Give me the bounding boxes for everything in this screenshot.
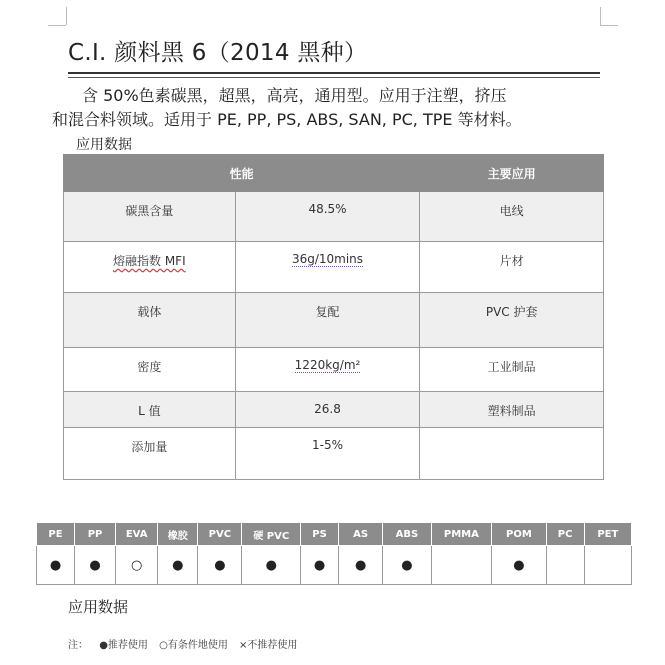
material-header: PVC: [198, 523, 242, 546]
corner-mark-top-left-h: [48, 25, 66, 26]
table-row: [64, 293, 604, 348]
properties-table: [63, 154, 604, 480]
application: PVC 护套: [420, 293, 604, 348]
note-recommended: ●推荐使用: [99, 640, 148, 651]
corner-mark-top-right: [600, 7, 601, 25]
header-main-application: 主要应用: [420, 155, 604, 192]
intro-line-2: 和混合料领域。适用于 PE, PP, PS, ABS, SAN, PC, TPE 等材料。: [52, 110, 522, 129]
material-mark: ○: [116, 546, 158, 585]
property-value: 26.8: [235, 392, 420, 428]
material-mark: ●: [75, 546, 116, 585]
material-header: AS: [339, 523, 383, 546]
property-value: 48.5%: [235, 192, 420, 242]
material-header: PE: [37, 523, 75, 546]
header-performance: 性能: [64, 155, 420, 192]
materials-table: [36, 522, 632, 585]
property-value: 36g/10mins: [235, 242, 420, 293]
material-mark: ●: [242, 546, 301, 585]
material-header: ABS: [383, 523, 431, 546]
document-title: C.I. 颜料黑 6（2014 黑种）: [68, 40, 368, 66]
material-mark: ●: [37, 546, 75, 585]
note-not-recommended: ×不推荐使用: [239, 640, 298, 651]
subheading-top: 应用数据: [76, 137, 132, 153]
table-row: [37, 546, 632, 585]
corner-mark-top-left: [66, 7, 67, 25]
application: 工业制品: [420, 348, 604, 392]
legend-note: [68, 636, 305, 651]
material-header: 硬 PVC: [242, 523, 301, 546]
material-header: EVA: [116, 523, 158, 546]
title-rule-thin: [68, 77, 600, 78]
property-name: 熔融指数 MFI: [64, 242, 236, 293]
material-header: PP: [75, 523, 116, 546]
material-header: PC: [546, 523, 584, 546]
material-mark: ●: [339, 546, 383, 585]
application: 塑料制品: [420, 392, 604, 428]
note-label: 注：: [68, 640, 88, 651]
material-mark: ●: [158, 546, 198, 585]
material-header: PS: [301, 523, 339, 546]
material-header: PET: [584, 523, 631, 546]
material-mark: ●: [301, 546, 339, 585]
material-mark: [431, 546, 492, 585]
material-mark: ●: [492, 546, 546, 585]
intro-paragraph: [52, 84, 612, 132]
intro-line-1: 含 50%色素碳黑，超黑，高亮，通用型。应用于注塑，挤压: [82, 86, 507, 105]
corner-mark-top-right-h: [600, 25, 618, 26]
property-name: 碳黑含量: [64, 192, 236, 242]
title-rule-thick: [68, 72, 600, 74]
material-header: POM: [492, 523, 546, 546]
application: 片材: [420, 242, 604, 293]
material-mark: [584, 546, 631, 585]
application: [420, 428, 604, 480]
table-row: [64, 348, 604, 392]
table-row: [64, 428, 604, 480]
property-value: 1-5%: [235, 428, 420, 480]
table-row: [64, 192, 604, 242]
material-mark: [546, 546, 584, 585]
property-name: L 值: [64, 392, 236, 428]
property-name: 载体: [64, 293, 236, 348]
table-row: [64, 392, 604, 428]
application: 电线: [420, 192, 604, 242]
property-value: 复配: [235, 293, 420, 348]
property-value: 1220kg/m²: [235, 348, 420, 392]
property-name: 添加量: [64, 428, 236, 480]
material-mark: ●: [198, 546, 242, 585]
subheading-bottom: 应用数据: [68, 598, 129, 616]
material-mark: ●: [383, 546, 431, 585]
material-header: PMMA: [431, 523, 492, 546]
table-row: [64, 242, 604, 293]
property-name: 密度: [64, 348, 236, 392]
material-header: 橡胶: [158, 523, 198, 546]
note-conditional: ○有条件地使用: [159, 640, 228, 651]
